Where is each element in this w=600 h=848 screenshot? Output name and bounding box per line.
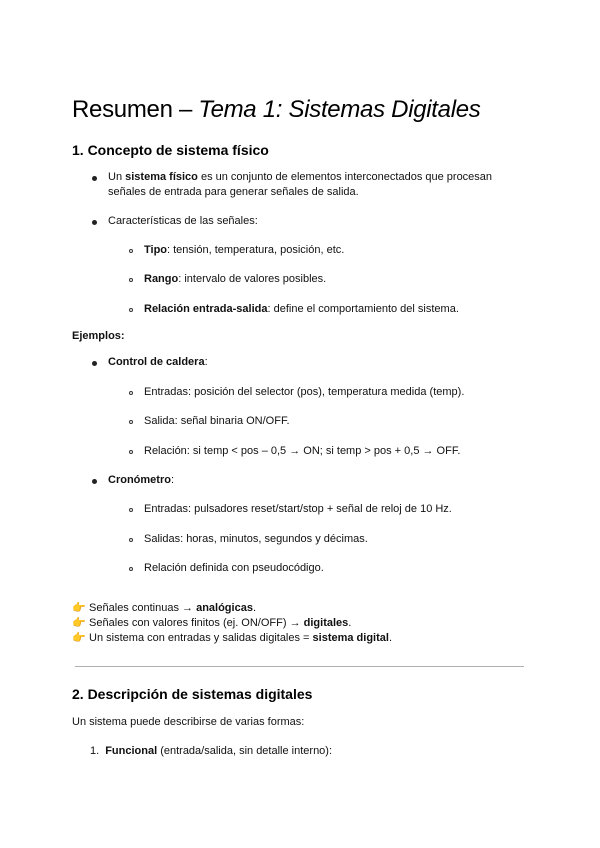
text: . (252, 602, 256, 614)
text: Un (108, 171, 126, 183)
text: : tensión, temperatura, posición, etc. (167, 244, 345, 256)
note-sistema-digital (72, 631, 392, 646)
sub-item: Entradas: posición del selector (pos), temperatura medida (temp). (144, 386, 465, 398)
bullet-dot (92, 176, 97, 181)
pointing-hand-icon: 👉 (72, 632, 86, 644)
sub-bullet-circle (129, 420, 133, 424)
example-control-caldera (108, 355, 208, 370)
text: Un sistema con entradas y salidas digitales = (86, 632, 313, 644)
bold-term: Control de caldera (108, 356, 205, 368)
bullet-caracteristicas: Características de las señales: (108, 215, 258, 227)
sub-item: Relación: si temp < pos – 0,5 → ON; si temp > pos + 0,5 → OFF. (144, 445, 461, 457)
sub-bullet-circle (129, 450, 133, 454)
sub-item-rango (144, 272, 326, 287)
sub-bullet-circle (129, 278, 133, 282)
example-cronometro (108, 473, 174, 488)
sub-bullet-circle (129, 538, 133, 542)
bullet-dot (92, 361, 97, 366)
bullet-sistema-fisico (108, 170, 492, 200)
pointing-hand-icon: 👉 (72, 602, 86, 614)
note-digitales (72, 616, 351, 631)
text: (entrada/salida, sin detalle interno): (157, 745, 333, 757)
title-main: Resumen – (72, 96, 199, 123)
text: Señales continuas → (86, 602, 197, 614)
bullet-dot (92, 220, 97, 225)
bold-term: sistema físico (125, 171, 198, 183)
bold-term: Cronómetro (108, 474, 171, 486)
text: : (170, 474, 175, 486)
text: : define el comportamiento del sistema. (267, 303, 459, 315)
title-italic: Tema 1: Sistemas Digitales (198, 96, 481, 123)
bold-term: digitales (303, 617, 349, 629)
sub-bullet-circle (129, 391, 133, 395)
bullet-dot (92, 479, 97, 484)
sub-bullet-circle (129, 508, 133, 512)
sub-bullet-circle (129, 308, 133, 312)
bold-term: sistema digital (312, 632, 389, 644)
horizontal-divider (75, 666, 524, 667)
text: : (204, 356, 208, 368)
bold-term: Rango (144, 273, 179, 285)
list-number: 1. (90, 745, 100, 757)
sub-item-tipo (144, 243, 344, 258)
page-title (72, 96, 481, 124)
text: . (348, 617, 352, 629)
sub-item: Relación definida con pseudocódigo. (144, 562, 324, 574)
text: : intervalo de valores posibles. (178, 273, 327, 285)
sub-item: Salida: señal binaria ON/OFF. (144, 415, 290, 427)
text: señales de entrada para generar señales de salida. (108, 186, 359, 198)
note-analogicas (72, 601, 256, 616)
bold-term: Relación entrada-salida (144, 303, 268, 315)
sub-bullet-circle (129, 249, 133, 253)
examples-label: Ejemplos: (72, 330, 125, 342)
section1-heading: 1. Concepto de sistema físico (72, 142, 269, 158)
numbered-item-funcional (90, 744, 332, 759)
section2-heading: 2. Descripción de sistemas digitales (72, 686, 313, 702)
text: . (388, 632, 393, 644)
section2-intro: Un sistema puede describirse de varias formas: (72, 716, 305, 728)
sub-item-relacion (144, 302, 459, 317)
bold-term: Tipo (144, 244, 168, 256)
sub-item: Salidas: horas, minutos, segundos y décimas. (144, 533, 368, 545)
sub-item: Entradas: pulsadores reset/start/stop + señal de reloj de 10 Hz. (144, 503, 452, 515)
text: Señales con valores finitos (ej. ON/OFF) → (86, 617, 304, 629)
bold-term: Funcional (105, 745, 158, 757)
text: es un conjunto de elementos interconectados que procesan (197, 171, 493, 183)
pointing-hand-icon: 👉 (72, 617, 86, 629)
sub-bullet-circle (129, 567, 133, 571)
bold-term: analógicas (196, 602, 253, 614)
